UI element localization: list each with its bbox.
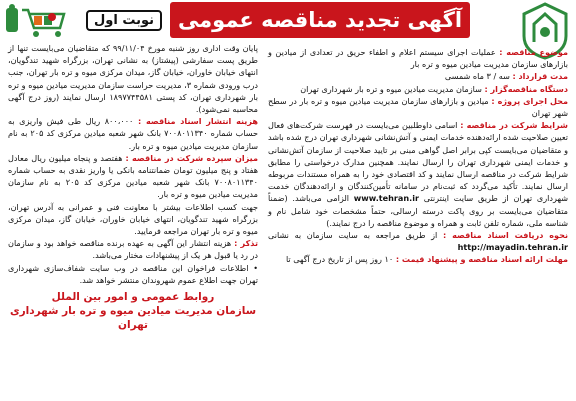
document-retrieval: نحوه دریافت اسناد مناقصه : از طریق مراجعه به سایت سازمان به نشانی http://mayadin.tehran.ir <box>268 230 568 253</box>
mayadin-website-link[interactable]: http://mayadin.tehran.ir <box>457 242 568 253</box>
contract-duration: مدت قرارداد : سه / ۳ ماه شمسی <box>444 71 568 82</box>
transparency-note: • اطلاعات فراخوان این مناقصه در وب سایت شفاف‌سازی شهرداری تهران جهت اطلاع عموم شهروندان منتشر خواهد شد. <box>8 262 258 285</box>
participation-conditions: شرایط شرکت در مناقصه : اسامی داوطلبین می‌بایست در فهرست شرکت‌های فعال تعیین صلاحیت شده ارائه‌دهنده خدمات ایمنی و آتش‌نشانی شهرداری تهران درج شده باشد و متقاضیان می‌بایست کپی برابر اصل گواهی مبنی بر تایید صلاحیت از سازمان آتش‌نشانی و خدمات ایمنی شهرداری تهران را ارسال نمایند. همچنین مدارک درخواستی را مطابق شرایط شرکت در مناقصه ارسال نمایند و کد اقتصادی خود را به همراه مستندات مربوطه ارسال نمایند. تأکید می‌گردد که ثبت‌نام در سامانه تأمین‌کنندگان و ارائه‌دهندگان خدمت شهرداری تهران از طریق سایت اینترنتی www.tehran.ir الزامی می‌باشد. (ضمناً متقاضیان می‌بایست بر روی پاکت درسته ارسالی، حتماً مشخصات خود شامل نام و شناسه ملی، شماره تلفن ثابت و همراه و موضوع مناقصه را درج نمایند.) <box>268 120 568 228</box>
round-badge: نوبت اول <box>86 10 162 31</box>
submission-deadline: مهلت ارائه اسناد مناقصه و پیشنهاد قیمت : ۱۰ روز پس از تاریخ درج آگهی تا <box>285 254 568 265</box>
signature-line-2: سازمان مدیریت میادین میوه و تره بار شهرداری تهران <box>9 305 257 332</box>
deadline-continuation: پایان وقت اداری روز شنبه مورخ ۹۹/۱۱/۰۴ که متقاضیان می‌بایست تنها از طریق پست سفارشی (پیشتاز) به نشانی تهران، بزرگراه شهید تندگویان، انتهای خیابان خاوران، خیابان گاز، میدان مرکزی میوه و تره بار تهران، جنب درب ورودی شماره ۳، مدیریت حراست سازمان مدیریت میادین میوه و تره بار شهرداری تهران، کد پستی ۱۸۹۷۷۴۴۵۸۱ ارسال نمایند (روز درج آگهی محاسبه نمی‌شود). <box>8 43 259 115</box>
tehran-website-link[interactable]: www.tehran.ir <box>353 193 419 204</box>
document-fee: هزینه انتشار اسناد مناقصه : ۸۰۰،۰۰۰ ریال طی فیش واریزی به حساب شماره ۷۰۰۸۰۱۱۳۴۰ بانک شهر شعبه میادین مرکزی کد ۲۰۵ به نام سازمان مدیریت میادین میوه و تره بار. <box>8 116 258 151</box>
shopping-cart-icon <box>4 4 68 40</box>
ad-header <box>0 0 576 42</box>
signature-line-1: روابط عمومی و امور بین الملل <box>51 291 215 304</box>
signature-block <box>8 290 258 332</box>
tender-deposit: میزان سپرده شرکت در مناقصه : هفتصد و پنجاه میلیون ریال معادل هفتاد و پنج میلیون تومان ضمانتنامه بانکی یا واریز نقدی به حساب شماره ۷۰۰۸۰۱۱۳۴۰ بانک شهر شعبه میادین مرکزی کد ۲۰۵ به نام سازمان مدیریت میادین میوه و تره بار. <box>8 152 258 200</box>
left-column <box>8 42 258 332</box>
ad-title: آگهی تجدید مناقصه عمومی <box>170 2 470 38</box>
project-location: محل اجرای پروژه : میادین و بازارهای سازمان مدیریت میادین میوه و تره بار در سطح شهر تهران <box>268 95 569 119</box>
right-column <box>268 46 568 266</box>
more-info: جهت کسب اطلاعات بیشتر با معاونت فنی و عمرانی به آدرس تهران، بزرگراه شهید تندگویان، انتهای خیابان خاوران، خیابان گاز، میدان مرکزی میوه و تره بار تهران مراجعه فرمایید. <box>8 201 258 237</box>
tender-subject: موضوع مناقصه : عملیات اجرای سیستم اعلام و اطفاء حریق در تعدادی از میادین و بازارهای سازمان مدیریت میادین میوه و تره بار <box>268 47 568 70</box>
notice: تذکر : هزینه انتشار این آگهی به عهده برنده مناقصه خواهد بود و سازمان در رد یا قبول هر یک از پیشنهادات مختار می‌باشد. <box>8 238 258 261</box>
tender-organizer: دستگاه مناقصه‌گزار : سازمان مدیریت میادین میوه و تره بار شهرداری تهران <box>300 83 568 94</box>
